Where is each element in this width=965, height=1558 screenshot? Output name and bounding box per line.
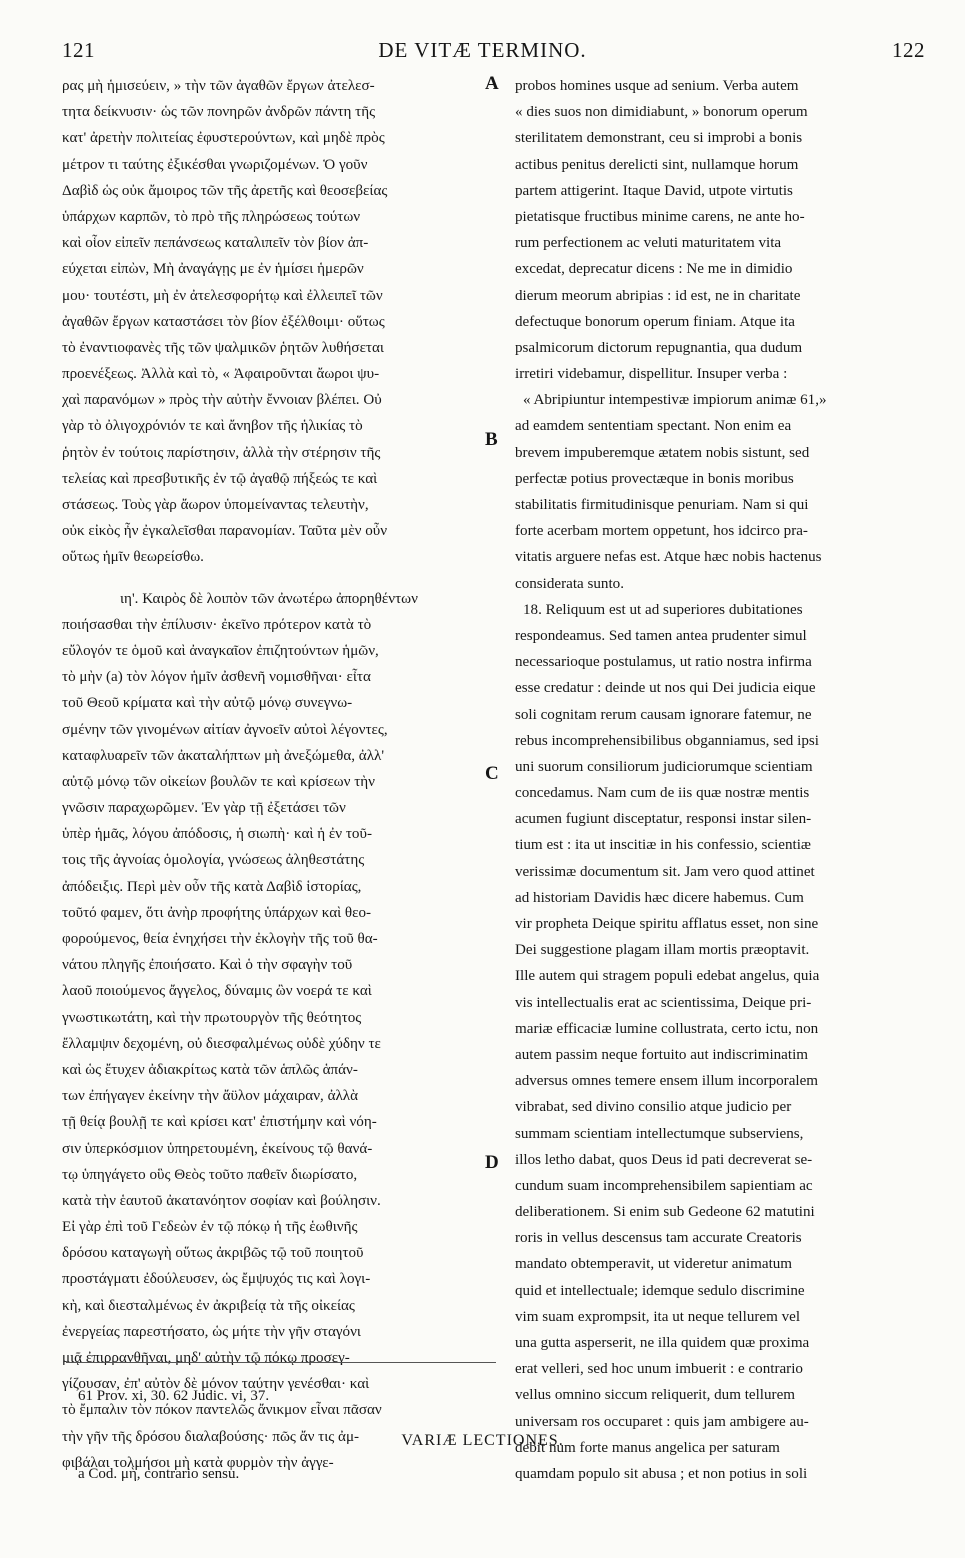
scripture-references: 61 Prov. xi, 30. 62 Judic. vi, 37.	[78, 1388, 270, 1404]
section-marker-b: B	[485, 429, 498, 450]
greek-line: τὸ ἔμπαλιν τὸν πόκον παντελῶς ἄνικμον εἶναι πᾶσαν	[62, 1402, 382, 1419]
greek-line: ὑπάρχων καρπῶν, τὸ πρὸ τῆς πληρώσεως τούτων	[62, 208, 361, 225]
latin-line: necessarioque postulamus, ut ratio nostra infirma	[515, 654, 812, 671]
greek-line: καὶ ὡς ἔτυχεν ἀδιακρίτως κατὰ τῶν ἁπλῶς ἁπάν-	[62, 1061, 358, 1078]
greek-line: καταφλυαρεῖν τῶν ἀκαταλήπτων μὴ ἀνεξώμεθα, ἀλλ'	[62, 747, 385, 764]
latin-line: vis intellectualis erat ac scientissima, Deique pri-	[515, 994, 812, 1011]
latin-line: psalmicorum dictorum repugnantia, qua dudum	[515, 339, 803, 356]
latin-line: verissimæ documentum sit. Jam vero quod attinet	[515, 863, 815, 880]
latin-line: cundum suam incomprehensibilem sapientiam ac	[515, 1177, 813, 1194]
latin-line: vellus omnino siccum reliquerit, dum tellurem	[515, 1387, 796, 1404]
greek-line: ὑπὲρ ἡμᾶς, λόγου ἀπόδοσις, ἡ σιωπὴ· καὶ ἡ ἐν τοῦ-	[62, 826, 372, 843]
latin-line: esse credatur : deinde ut nos qui Dei judicia eique	[515, 680, 816, 697]
greek-line: γὰρ τὸ ὀλιγοχρόνιόν τε καὶ ἄνηβον τῆς ἡλικίας τὸ	[62, 418, 363, 435]
variant-reading: a Cod. μὴ, contrario sensu.	[78, 1466, 240, 1482]
greek-line: μου· τουτέστι, μὴ ἐν ἀτελεσφορήτῳ καὶ ἐλλειπεῖ τῶν	[62, 287, 383, 304]
section-marker-c: C	[485, 763, 499, 784]
greek-line: χαὶ παρανόμων » πρὸς τὴν αὐτὴν ἔννοιαν βλέπει. Οὐ	[62, 392, 382, 409]
greek-line: τελείας καὶ πρεσβυτικῆς ἐν τῷ ἀγαθῷ πήξεώς τε καὶ	[62, 470, 378, 487]
latin-line: adversus omnes temere ensem illum incorporalem	[515, 1073, 819, 1090]
running-title: DE VITÆ TERMINO.	[378, 38, 587, 62]
greek-line: δρόσου καταγωγὴ οὕτως ἀκριβῶς τῷ τοῦ ποιητοῦ	[62, 1245, 364, 1262]
latin-line: illos letho dabat, quos Deus id pati decreverat se-	[515, 1151, 813, 1168]
greek-line: φιβάλαι τολμήσοι μὴ κατὰ φυρμὸν τὴν ἀγγε-	[62, 1454, 334, 1471]
page-number-left: 121	[62, 38, 95, 62]
latin-line: ad historiam Davidis hæc dicere habemus. Cum	[515, 889, 804, 906]
latin-line: dierum meorum abripias : id est, ne in charitate	[515, 287, 801, 304]
greek-line: οὕτως ἡμῖν θεωρείσθω.	[62, 549, 204, 566]
latin-line: tium est : ita ut inscitiæ in his confessio, scientiæ	[515, 837, 811, 854]
latin-line: deliberationem. Si enim sub Gedeone 62 matutini	[515, 1204, 815, 1221]
greek-line: κὴ, καὶ διεσταλμένως ἐν ἀκριβείᾳ τὰ τῆς οἰκείας	[62, 1297, 355, 1314]
greek-line: γνωστικωτάτη, καὶ τὴν πρωτουργὸν τῆς θεότητος	[62, 1009, 362, 1026]
latin-line: vim suam exprompsit, ita ut neque tellurem vel	[515, 1308, 801, 1325]
greek-line: ἔλλαμψιν δεχομένη, οὐ διεσφαλμένως οὐδὲ χύδην τε	[62, 1035, 381, 1052]
latin-line: ad eamdem sententiam spectant. Non enim ea	[515, 418, 792, 435]
greek-line: σιν ὑπερκόσμιον ὑπηρετουμένη, ἐκείνους τῷ θανά-	[62, 1140, 373, 1157]
latin-line: respondeamus. Sed tamen antea prudenter simul	[515, 627, 807, 644]
latin-line: erat velleri, sed hoc unum imbuerit : e contrario	[515, 1361, 803, 1378]
latin-line: concedamus. Nam cum de iis quæ nostræ mentis	[515, 785, 810, 802]
latin-line: irretiri videbamur, dispellitur. Insuper verba :	[515, 366, 788, 383]
greek-line: γίζουσαν, ἐπ' αὐτὸν δὲ μόνον ταύτην γενέσθαι· καὶ	[62, 1376, 370, 1393]
latin-line: defectuque bonorum operum finiam. Atque ita	[515, 313, 795, 330]
latin-line: stabilitatis firmitudinisque penuriam. Nam si qui	[515, 497, 809, 513]
greek-line: των ἐπήγαγεν ἐκείνην τὴν ἄϋλον μάχαιραν, ἀλλὰ	[62, 1088, 359, 1105]
latin-line: perfectæ potius provectæque in bonis moribus	[515, 470, 794, 487]
section-marker-d: D	[485, 1152, 499, 1173]
section-marker-a: A	[485, 73, 499, 94]
latin-line: Dei suggestione plagam illam mortis præoptavit.	[515, 942, 810, 959]
greek-line: στάσεως. Τοὺς γὰρ ἄωρον ὑπομείναντας τελευτὴν,	[62, 497, 369, 513]
greek-line: οὐκ εἰκὸς ἦν ἐγκαλεῖσθαι παρανομίαν. Ταῦτα μὲν οὖν	[62, 523, 388, 540]
greek-line: αὐτῷ μόνῳ τῶν οἰκείων βουλῶν τε καὶ κρίσεων τὴν	[62, 773, 376, 790]
latin-line: debit num forte manus angelica per saturam	[515, 1439, 780, 1456]
greek-line	[62, 571, 482, 586]
latin-line: summam scientiam intellectumque subserviens,	[515, 1125, 804, 1142]
greek-line: ρας μὴ ἡμισεύειν, » τὴν τῶν ἀγαθῶν ἔργων ἀτελεσ-	[62, 78, 375, 94]
latin-line: brevem impuberemque ætatem nobis sistunt, sed	[515, 444, 810, 461]
greek-line: τὸ ἐναντιοφανὲς τῆς τῶν ψαλμικῶν ῥητῶν λυθήσεται	[62, 339, 384, 356]
latin-line: vir propheta Deique spiritu afflatus esset, non sine	[515, 916, 819, 932]
latin-line: forte acerbam mortem oppetunt, hos idcirco pra-	[515, 523, 808, 540]
greek-line: νάτου πληγῆς ἐποιήσατο. Καὶ ὁ τὴν σφαγὴν τοῦ	[62, 957, 353, 974]
latin-line: roris in vellus descensus tam accurate Creatoris	[515, 1230, 802, 1247]
variae-lectiones-heading: VARIÆ LECTIONES.	[401, 1432, 564, 1449]
greek-line: τοῦτό φαμεν, ὅτι ἀνὴρ προφήτης ὑπάρχων καὶ θεο-	[62, 904, 372, 921]
greek-line: λαοῦ ποιούμενος ἄγγελος, δύναμις ὢν νοερά τε καὶ	[62, 983, 372, 1000]
greek-line: κατὰ τὴν ἑαυτοῦ ἀκατανόητον σοφίαν καὶ βούλησιν.	[62, 1192, 381, 1209]
latin-line: « dies suos non dimidiabunt, » bonorum operum	[515, 104, 808, 121]
latin-line: « Abripiuntur intempestivæ impiorum animæ 61,»	[523, 392, 827, 409]
latin-line: mariæ efficaciæ lumine collustrata, certo ictu, non	[515, 1020, 819, 1037]
greek-line: ἀπόδειξις. Περὶ μὲν οὖν τῆς κατὰ Δαβὶδ ἱστορίας,	[62, 878, 362, 895]
latin-line: quamdam populo sit abusa ; et non potius in soli	[515, 1465, 808, 1482]
greek-line: μιᾷ ἐπιρρανθῆναι, μηδ' αὐτὴν τῷ πόκῳ προσεγ-	[62, 1350, 350, 1366]
greek-line: τῇ θείᾳ βουλῇ τε καὶ κρίσει κατ' ἐπιστήμην καὶ νόη-	[62, 1114, 377, 1131]
latin-line: pietatisque fructibus minime carens, ne ante ho-	[515, 208, 805, 225]
greek-line: τὸ μὴν (a) τὸν λόγον ἡμῖν ἀσθενῆ νομισθῆναι· εἶτα	[62, 669, 371, 686]
latin-line: una gutta asperserit, ne illa quidem quæ proxima	[515, 1335, 810, 1351]
latin-line: acumen fugiunt disceptatur, responsi instar silen-	[515, 811, 812, 828]
page-number-right: 122	[892, 38, 925, 62]
greek-line: φορούμενος, θεία ἐνηχήσει τὴν ἐκλογὴν τῆς τοῦ θα-	[62, 931, 378, 947]
latin-line: vitatis arguere nefas est. Atque hæc nobis hactenus	[515, 549, 822, 566]
latin-line: actibus penitus derelicti sint, nullamque horum	[515, 156, 799, 173]
latin-line: soli cognitam rerum causam ignorare fatemur, ne	[515, 706, 812, 723]
latin-line: autem passim neque fortuito aut indiscriminatim	[515, 1046, 809, 1063]
greek-line: τητα δείκνυσιν· ὡς τῶν πονηρῶν ἀνδρῶν πάντη τῆς	[62, 104, 376, 121]
latin-line: probos homines usque ad senium. Verba autem	[515, 78, 799, 94]
greek-line: ἐνεργείας παρεστήσατο, ὡς μήτε τὴν γῆν σταγόνι	[62, 1323, 361, 1340]
greek-line: Δαβὶδ ὡς οὐκ ἄμοιρος τῶν τῆς ἀρετῆς καὶ θεοσεβείας	[62, 182, 388, 199]
greek-line: σμένην τῶν γινομένων αἰτίαν ἀγνοεῖν αὐτοὶ λέγοντες,	[62, 721, 388, 738]
latin-line: rum perfectionem ac veluti maturitatem vita	[515, 235, 782, 252]
greek-line: ιη'. Καιρὸς δὲ λοιπὸν τῶν ἀνωτέρω ἀπορηθέντων	[120, 590, 418, 607]
greek-line: τοῦ Θεοῦ κρίματα καὶ τὴν αὐτῷ μόνῳ συνεγνω-	[62, 695, 353, 712]
latin-line: 18. Reliquum est ut ad superiores dubitationes	[523, 601, 803, 618]
greek-line: κατ' ἀρετὴν πολιτείας ἐφυστερούντων, καὶ μηδὲ πρὸς	[62, 130, 385, 147]
latin-line: rebus incomprehensibilibus obganniamus, sed ipsi	[515, 732, 819, 749]
greek-line: καὶ οἷον εἰπεῖν πεπάνσεως καταλιπεῖν τὸν βίον ἀπ-	[62, 235, 369, 252]
greek-line: εύχεται εἰπὼν, Μὴ ἀναγάγῃς με ἐν ἡμίσει ἡμερῶν	[62, 261, 364, 278]
latin-line: excedat, deprecatur dicens : Ne me in dimidio	[515, 261, 793, 278]
footnote-rule	[66, 1362, 496, 1363]
greek-line: προστάγματι ἐδούλευσεν, ὡς ἔμψυχός τις καὶ λογι-	[62, 1271, 371, 1288]
latin-line: considerata sunto.	[515, 575, 624, 592]
greek-column	[62, 73, 482, 1476]
greek-line: ποιήσασθαι τὴν ἐπίλυσιν· ἐκεῖνο πρότερον κατὰ τὸ	[62, 616, 372, 633]
greek-line: μέτρον τι ταύτης ἐξικέσθαι γνωριζομένων. Ὁ γοῦν	[62, 156, 368, 173]
greek-line: εὔλογόν τε ὁμοῦ καὶ ἀναγκαῖον ἐπιζητούντων ἡμῶν,	[62, 642, 379, 659]
greek-line: Εἰ γὰρ ἐπὶ τοῦ Γεδεὼν ἐν τῷ πόκῳ ἡ τῆς ἑωθινῆς	[62, 1219, 358, 1236]
latin-line: sterilitatem demonstrant, ceu si improbi a bonis	[515, 130, 803, 147]
greek-line: τὴν γῆν τῆς δρόσου διαλαβούσης· πῶς ἄν τις ἀμ-	[62, 1428, 360, 1445]
greek-line: γνῶσιν παραχωρῶμεν. Ἐν γὰρ τῇ ἐξετάσει τῶν	[62, 800, 346, 817]
latin-line: uni suorum consiliorum judiciorumque scientiam	[515, 758, 813, 775]
greek-line: προενέξεως. Ἀλλὰ καὶ τὸ, « Ἀφαιροῦνται ἄωροι ψυ-	[62, 366, 380, 383]
latin-column	[515, 73, 920, 1487]
greek-line: τῳ ὑπηγάγετο οὓς Θεὸς τοῦτο παθεῖν διωρίσατο,	[62, 1166, 358, 1183]
greek-line: τοις τῆς ἀγνοίας ὁμολογία, γνώσεως ἀληθεστάτης	[62, 852, 365, 869]
latin-line: vibrabat, sed divino consilio atque judicio per	[515, 1099, 792, 1116]
latin-line: quid et intellectuale; idemque sedulo discrimine	[515, 1282, 805, 1299]
latin-line: partem attigerint. Itaque David, utpote virtutis	[515, 182, 793, 199]
greek-line: ῥητὸν ἐν τούτοις παρίστησιν, ἀλλὰ τὴν στέρησιν τῆς	[62, 444, 381, 461]
greek-line: ἀγαθῶν ἔργων καταστάσει τὸν βίον ἐξέλθοιμι· οὕτως	[62, 313, 385, 330]
latin-line: universam ros occuparet : quis jam ambigere au-	[515, 1413, 809, 1430]
latin-line: mandato obtemperavit, ut videretur animatum	[515, 1256, 793, 1273]
latin-line: Ille autem qui stragem populi edebat angelus, quia	[515, 968, 820, 985]
